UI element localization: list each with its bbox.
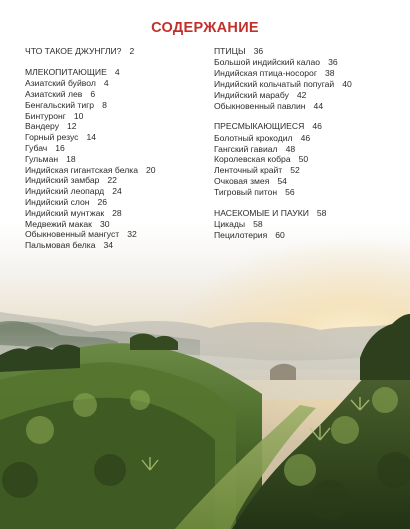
toc-entry-label: Цикады (214, 218, 246, 229)
toc-entry[interactable] (25, 186, 205, 197)
toc-entry-label: Губач (25, 142, 48, 153)
toc-page-number: 52 (290, 165, 300, 176)
toc-entry[interactable] (214, 154, 404, 165)
toc-page-number: 32 (127, 229, 137, 240)
toc-page-number: 16 (55, 142, 65, 153)
toc-page-number: 24 (112, 186, 122, 197)
toc-page-number: 36 (328, 57, 338, 68)
toc-page-number: 14 (86, 132, 97, 143)
toc-page-number: 4 (103, 78, 109, 89)
toc-entry[interactable] (214, 187, 404, 198)
toc-entry[interactable] (214, 133, 404, 144)
toc-entry[interactable] (214, 79, 404, 90)
toc-entry-label: Горный резус (25, 132, 79, 143)
toc-entry-label: Пецилотерия (214, 229, 268, 240)
toc-heading-label: МЛЕКОПИТАЮЩИЕ (25, 66, 107, 77)
toc-entry-label: Ленточный крайт (214, 165, 283, 176)
toc-entry-label: Индийский мунтжак (25, 207, 105, 218)
toc-section (214, 208, 404, 241)
toc-heading-label: НАСЕКОМЫЕ И ПАУКИ (214, 207, 309, 218)
toc-page-number: 22 (107, 175, 117, 186)
toc-page-number: 6 (90, 88, 96, 99)
toc-page-number: 44 (313, 100, 324, 111)
toc-entry[interactable] (25, 219, 205, 230)
toc-entry-label: Азиатский буйвол (25, 78, 96, 89)
toc-page-number: 34 (103, 240, 114, 251)
toc-entry-label: Вандеру (25, 121, 60, 132)
toc-entry-label: Обыкновенный мангуст (25, 229, 120, 240)
toc-entry-label: Индийский замбар (25, 175, 100, 186)
toc-section (25, 46, 205, 57)
toc-page-number: 54 (277, 175, 287, 186)
toc-heading-label: ПТИЦЫ (214, 46, 246, 56)
toc-entry-label: Пальмовая белка (25, 240, 96, 251)
toc-entry[interactable] (25, 78, 205, 89)
toc-entry-label: Индийский кольчатый попугай (214, 78, 335, 89)
toc-entry[interactable] (25, 154, 205, 165)
toc-entry-label: Индийский слон (25, 196, 90, 207)
toc-entry-label: Очковая змея (214, 175, 270, 186)
toc-entry-label: Гульман (25, 153, 59, 164)
toc-entry[interactable] (25, 121, 205, 132)
toc-heading[interactable] (214, 46, 404, 57)
toc-page-number: 26 (97, 196, 108, 207)
toc-entry[interactable] (214, 101, 404, 112)
toc-entry[interactable] (25, 132, 205, 143)
toc-entry-label: Обыкновенный павлин (214, 100, 306, 111)
toc-page-number: 10 (73, 110, 84, 121)
toc-entry[interactable] (214, 57, 404, 68)
toc-page-number: 40 (342, 78, 352, 89)
toc-entry-label: Гангский гавиал (214, 143, 278, 154)
toc-entry[interactable] (214, 230, 404, 241)
toc-entry[interactable] (214, 144, 404, 155)
toc-page-number: 20 (145, 164, 156, 175)
toc-entry[interactable] (214, 165, 404, 176)
toc-page-number: 2 (129, 46, 135, 56)
toc-entry-label: Бенгальский тигр (25, 99, 95, 110)
toc-page-number: 46 (300, 132, 311, 143)
toc-entry-label: Азиатский лев (25, 88, 83, 99)
toc-entry-label: Индийская гигантская белка (25, 164, 138, 175)
toc-page-number: 12 (67, 121, 77, 132)
toc-page-number: 50 (298, 154, 309, 165)
toc-entry[interactable] (214, 176, 404, 187)
toc-page-number: 46 (312, 121, 322, 132)
toc-entry-label: Бинтуронг (25, 110, 66, 121)
toc-column-right (214, 46, 404, 251)
toc-page-number: 56 (285, 186, 295, 197)
toc-section (214, 121, 404, 197)
toc-page-number: 58 (316, 207, 327, 218)
toc-page-number: 4 (114, 66, 120, 77)
toc-page-number: 48 (285, 143, 296, 154)
toc-page-number: 58 (253, 218, 263, 229)
toc-entry[interactable] (25, 208, 205, 219)
toc-entry-label: Медвежий макак (25, 218, 92, 229)
toc-entry-label: Индийская птица-носорог (214, 68, 317, 79)
toc-heading-label: ЧТО ТАКОЕ ДЖУНГЛИ? (25, 46, 122, 56)
toc-entry-label: Индийский леопард (25, 186, 105, 197)
page-title: СОДЕРЖАНИЕ (151, 20, 259, 36)
toc-section (25, 67, 205, 251)
toc-entry[interactable] (25, 197, 205, 208)
toc-entry-label: Индийский марабу (214, 89, 289, 100)
toc-entry[interactable] (25, 89, 205, 100)
toc-entry-label: Большой индийский калао (214, 57, 321, 68)
toc-entry[interactable] (214, 219, 404, 230)
toc-page-number: 30 (99, 218, 110, 229)
toc-page-number: 42 (296, 89, 307, 100)
toc-entry-label: Тигровый питон (214, 186, 278, 197)
toc-heading[interactable] (25, 67, 205, 78)
toc-entry-label: Болотный крокодил (214, 132, 293, 143)
toc-heading[interactable] (214, 208, 404, 219)
toc-entry-label: Королевская кобра (214, 154, 291, 165)
toc-entry[interactable] (25, 100, 205, 111)
toc-entry[interactable] (25, 175, 205, 186)
toc-entry[interactable] (25, 229, 205, 240)
toc-entry[interactable] (214, 68, 404, 79)
toc-heading-label: ПРЕСМЫКАЮЩИЕСЯ (214, 121, 305, 132)
toc-page-number: 18 (66, 153, 76, 164)
toc-entry[interactable] (214, 90, 404, 101)
toc-entry[interactable] (25, 165, 205, 176)
toc-page-number: 38 (324, 68, 335, 79)
toc-column-left (25, 46, 205, 261)
toc-entry[interactable] (25, 111, 205, 122)
toc-page-number: 36 (253, 46, 264, 56)
toc-page-number: 60 (275, 229, 285, 240)
toc-heading[interactable] (214, 121, 404, 132)
toc-entry[interactable] (25, 240, 205, 251)
toc-entry[interactable] (25, 143, 205, 154)
toc-page-number: 8 (102, 99, 107, 110)
toc-page-number: 28 (112, 207, 122, 218)
toc-heading[interactable] (25, 46, 205, 57)
toc-section (214, 46, 404, 111)
